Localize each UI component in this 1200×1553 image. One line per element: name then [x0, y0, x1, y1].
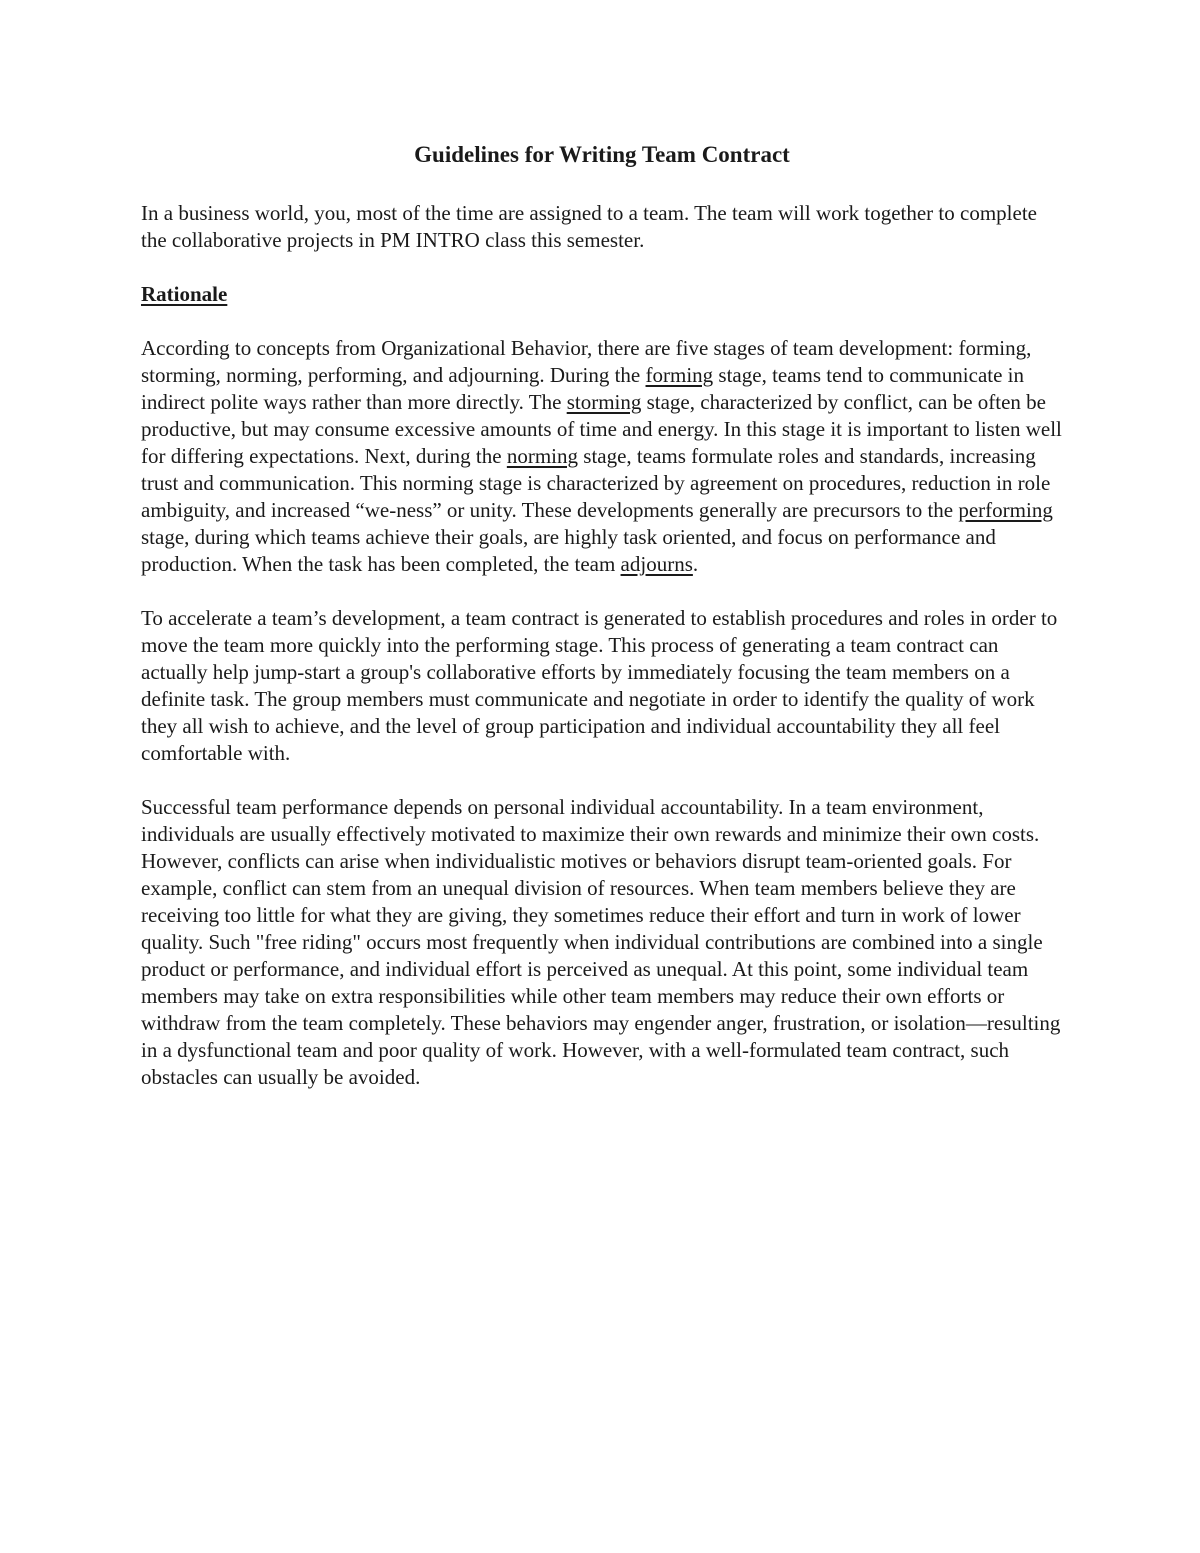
term-performing: performing — [958, 498, 1053, 522]
stages-text-1: According to concepts from Organizational Behavior, there are five stages of team development: forming, storming, norming, performing, and adjourning. During the — [141, 336, 1032, 387]
term-adjourns: adjourns — [620, 552, 693, 576]
stages-text-2: stage, teams tend to communicate in indirect polite ways rather than more directly. The — [141, 363, 1024, 414]
section-heading-rationale: Rationale — [141, 282, 228, 306]
stages-text-3: stage, characterized by conflict, can be often be productive, but may consume excessive amounts of time and energy. In this stage it is important to listen well for differing expectations. Next, during the — [141, 390, 1062, 468]
document-title: Guidelines for Writing Team Contract — [414, 142, 790, 167]
term-storming: storming — [566, 390, 642, 414]
stages-text-5: stage, during which teams achieve their goals, are highly task oriented, and focus on performance and production. When the task has been completed, the team — [141, 525, 996, 576]
intro-paragraph: In a business world, you, most of the time are assigned to a team. The team will work together to complete the collaborative projects in PM INTRO class this semester. — [141, 201, 1037, 252]
stages-text-4: stage, teams formulate roles and standards, increasing trust and communication. This norming stage is characterized by agreement on procedures, reduction in role ambiguity, and increased “we-ness” or unity. These developments generally are precursors to the — [141, 444, 1051, 522]
stages-paragraph — [141, 335, 1063, 578]
term-forming: forming — [645, 363, 714, 387]
term-norming: norming — [506, 444, 579, 468]
accountability-paragraph: Successful team performance depends on personal individual accountability. In a team environment, individuals are usually effectively motivated to maximize their own rewards and minimize their own costs. However, conflicts can arise when individualistic motives or behaviors disrupt team-oriented goals. For example, conflict can stem from an unequal division of resources. When team members believe they are receiving too little for what they are giving, they sometimes reduce their effort and turn in work of lower quality. Such "free riding" occurs most frequently when individual contributions are combined into a single product or performance, and individual effort is perceived as unequal. At this point, some individual team members may take on extra responsibilities while other team members may reduce their own efforts or withdraw from the team completely. These behaviors may engender anger, frustration, or isolation—resulting in a dysfunctional team and poor quality of work. However, with a well-formulated team contract, such obstacles can usually be avoided. — [141, 795, 1061, 1089]
stages-text-6: . — [692, 552, 699, 576]
contract-paragraph: To accelerate a team’s development, a team contract is generated to establish procedures and roles in order to move the team more quickly into the performing stage. This process of generating a team contract can actually help jump-start a group's collaborative efforts by immediately focusing the team members on a definite task. The group members must communicate and negotiate in order to identify the quality of work they all wish to achieve, and the level of group participation and individual accountability they all feel comfortable with. — [141, 606, 1058, 765]
document-body — [141, 140, 1063, 1118]
